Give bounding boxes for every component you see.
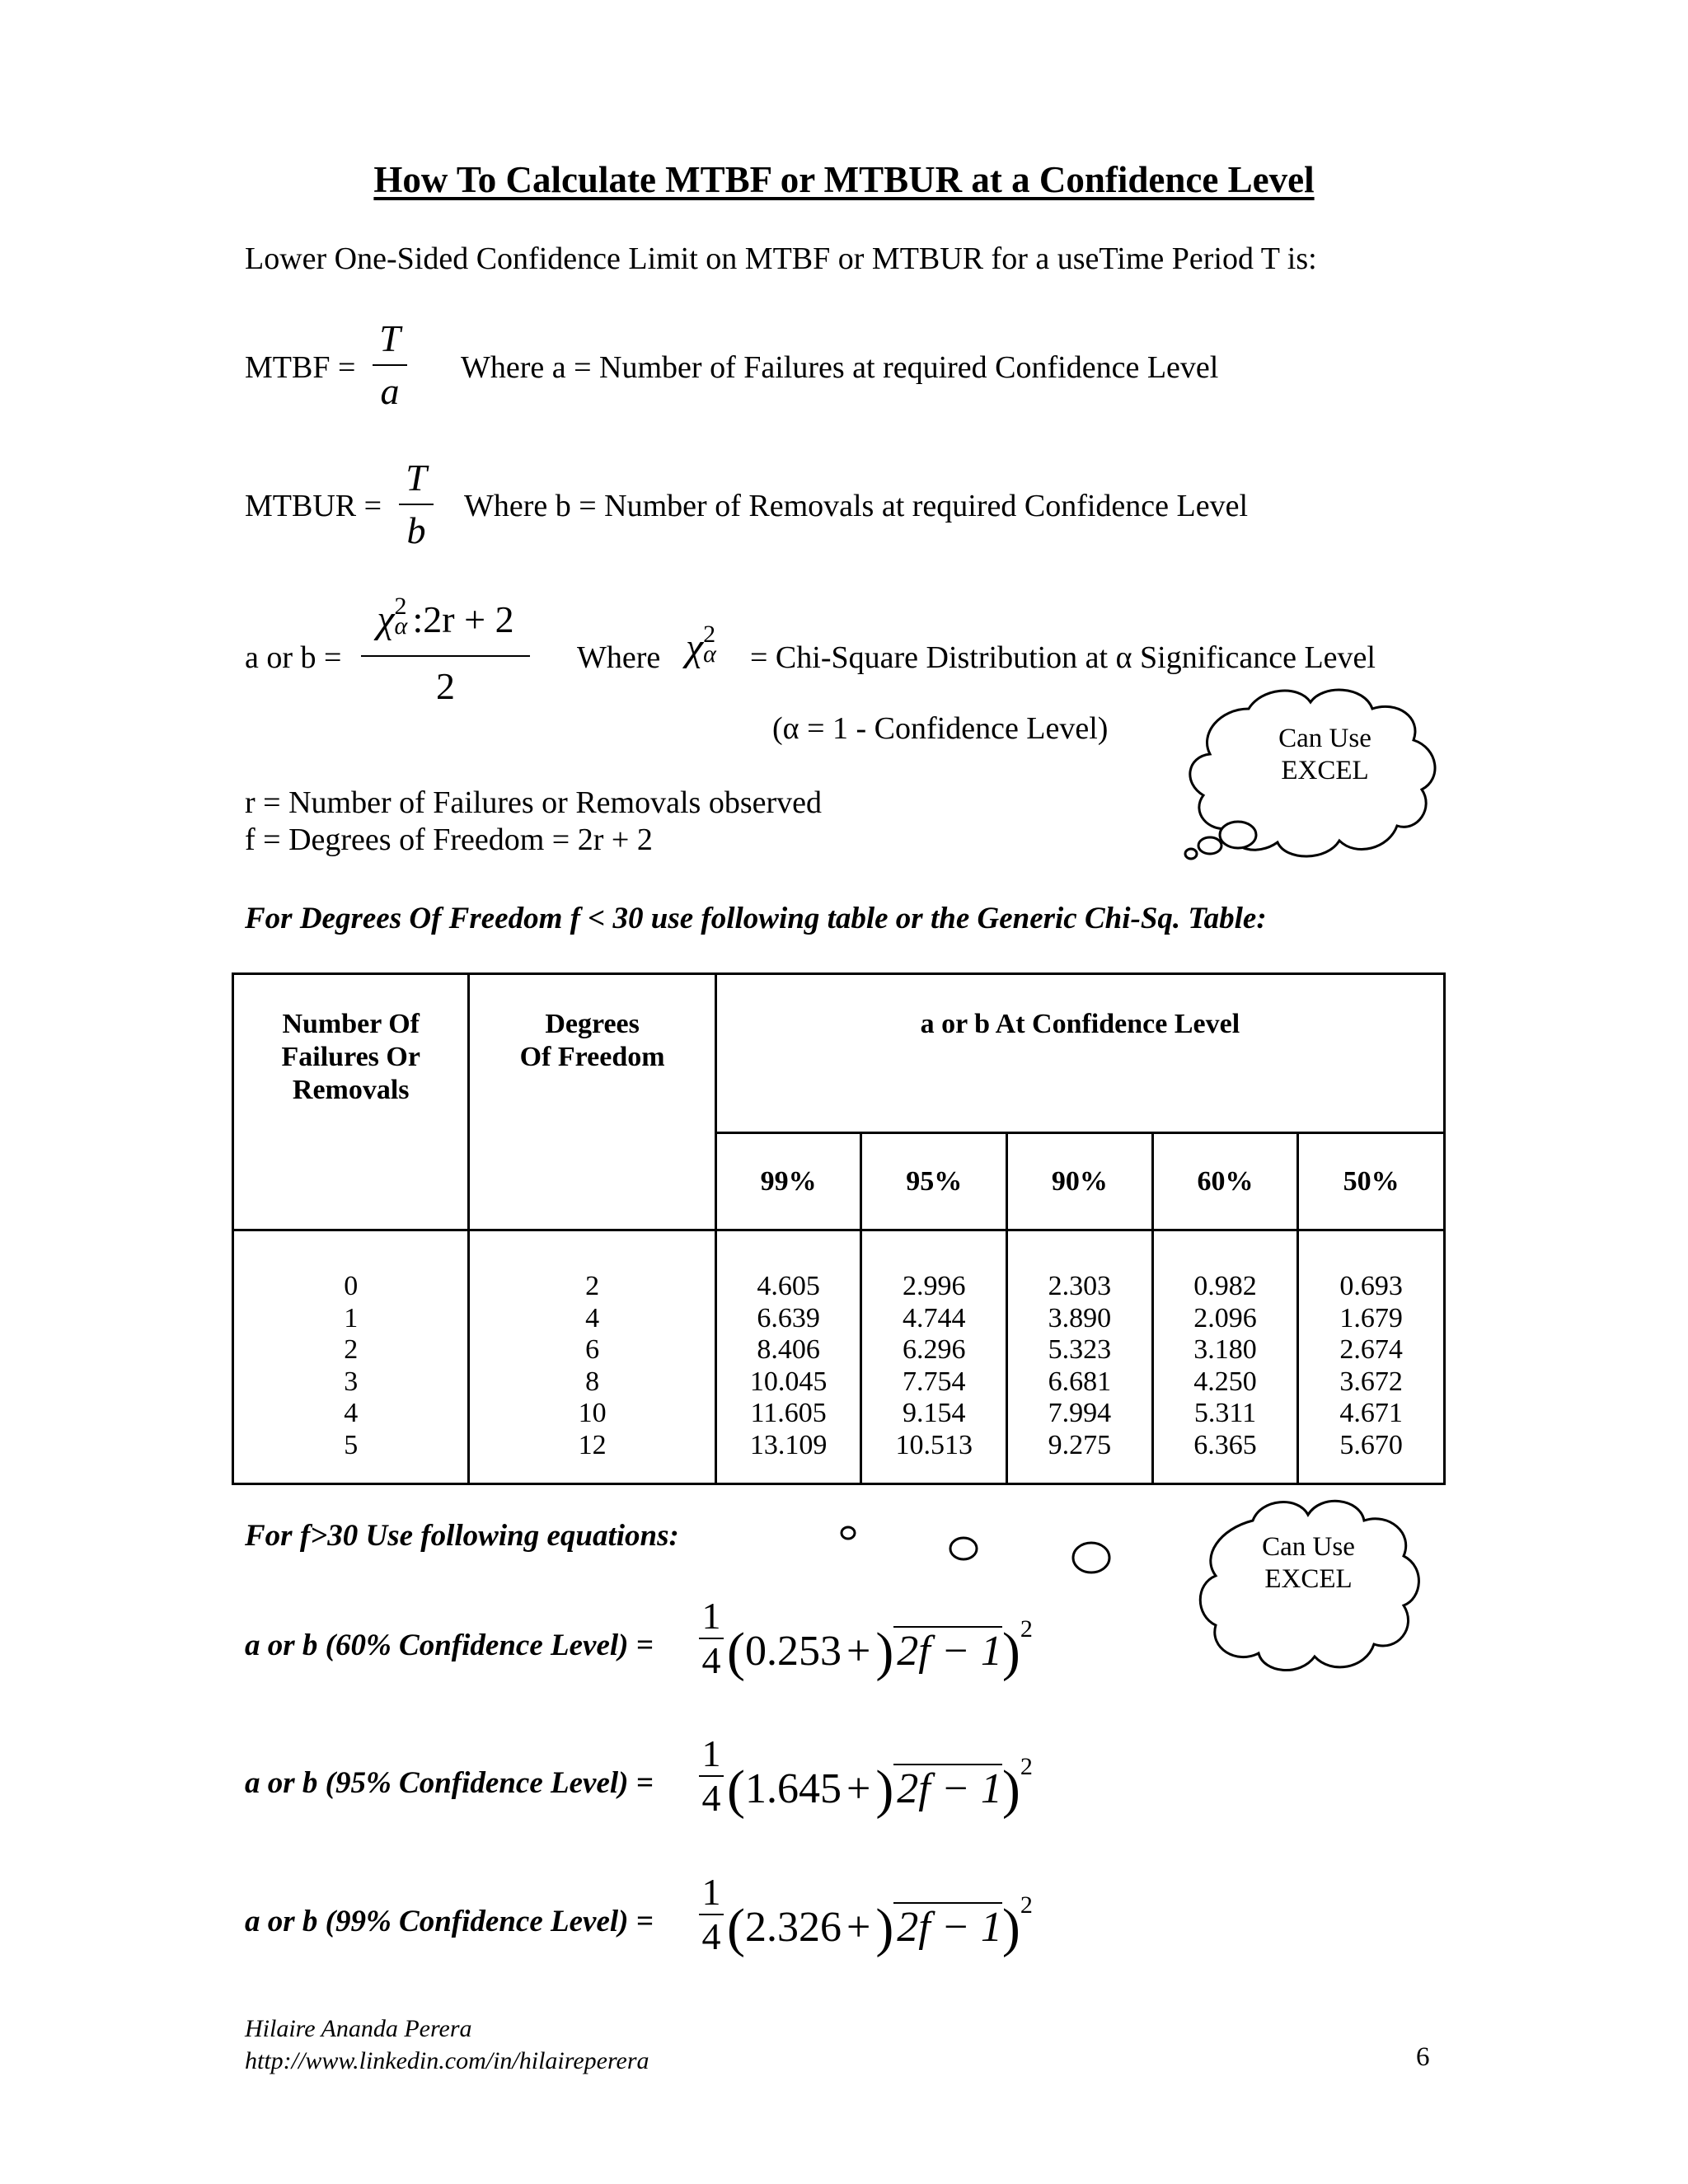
thought-bubbles-icon: [832, 1521, 1129, 1578]
table-cell: 1: [344, 1302, 359, 1333]
table-cell: 2.996: [903, 1271, 966, 1301]
header-dof: [469, 974, 715, 1230]
aorb-where-word: Where: [577, 640, 661, 675]
equation-body: [727, 1615, 1033, 1684]
table-cell: 2.096: [1193, 1302, 1257, 1333]
table-cell: 7.754: [903, 1366, 966, 1397]
table-cell: 8: [585, 1366, 600, 1397]
table-cell: 3.890: [1048, 1302, 1112, 1333]
mtbur-numerator: T: [406, 457, 427, 499]
equation-radicand: 2f − 1: [893, 1902, 1002, 1951]
intro-text: Lower One-Sided Confidence Limit on MTBF or MTBUR for a useTime Period T is:: [245, 241, 1317, 276]
table-cell: 2.674: [1339, 1334, 1403, 1365]
table-cell: 5: [344, 1429, 359, 1460]
table-cell: 11.605: [750, 1398, 827, 1428]
aorb-label: a or b =: [245, 640, 342, 675]
fraction-numerator: 1: [701, 1732, 721, 1774]
equation-coefficient: 1.645: [744, 1765, 842, 1812]
column-95: [861, 1230, 1007, 1484]
chi-symbol: χ: [686, 626, 704, 669]
header-line: Of Freedom: [519, 1042, 665, 1072]
table-cell: 6.365: [1193, 1429, 1257, 1460]
mtbur-label: MTBUR =: [245, 489, 382, 523]
table-cell: 6.681: [1048, 1366, 1112, 1397]
paren-open: (: [727, 1622, 745, 1682]
alpha-note: (α = 1 - Confidence Level): [772, 711, 1109, 746]
mtbur-denominator: b: [406, 509, 426, 551]
mtbf-fraction: [373, 316, 407, 414]
cloud-text-line: EXCEL: [1281, 756, 1369, 785]
def-f: f = Degrees of Freedom = 2r + 2: [245, 823, 653, 857]
table-cell: 4.605: [757, 1271, 820, 1301]
equation-exponent: 2: [1020, 1615, 1033, 1643]
table-cell: 7.994: [1048, 1398, 1112, 1428]
table-cell: 5.670: [1339, 1429, 1403, 1460]
equation-plus: +: [846, 1628, 871, 1675]
fraction-bar: [361, 655, 530, 657]
header-level-90: 90%: [1007, 1133, 1153, 1230]
paren-close: ): [1001, 1760, 1020, 1820]
table-cell: 2: [585, 1271, 600, 1301]
page-number: 6: [1416, 2042, 1430, 2072]
table-cell: 4.744: [903, 1302, 966, 1333]
equation-exponent: 2: [1020, 1753, 1033, 1780]
table-cell: 4.671: [1339, 1398, 1403, 1428]
fraction-numerator: 1: [701, 1871, 721, 1913]
header-line: Number Of: [282, 1009, 420, 1039]
cloud-text-top: [1236, 723, 1414, 787]
chi-superscript: 2: [394, 593, 407, 620]
header-confidence-group: a or b At Confidence Level: [715, 974, 1444, 1133]
equation-label: a or b (99% Confidence Level) =: [245, 1905, 654, 1938]
column-60: [1152, 1230, 1298, 1484]
table-cell: 9.154: [903, 1398, 966, 1428]
mtbf-denominator: a: [380, 370, 400, 412]
cloud-text-bottom: [1220, 1531, 1397, 1596]
where-chi: [686, 621, 721, 670]
chi-subscript: α: [394, 612, 408, 640]
column-90: [1007, 1230, 1153, 1484]
footer-url-link[interactable]: http://www.linkedin.com/in/hilaireperera: [245, 2047, 649, 2074]
table-cell: 6.639: [757, 1302, 820, 1333]
chi-symbol: χ: [377, 598, 395, 641]
paren-open: (: [727, 1898, 745, 1958]
table-cell: 6.296: [903, 1334, 966, 1365]
mtbur-where: Where b = Number of Removals at required Confidence Level: [464, 489, 1249, 523]
def-r: r = Number of Failures or Removals observed: [245, 785, 822, 820]
aorb-numerator-rest: :2r + 2: [412, 598, 514, 640]
table-cell: 12: [578, 1429, 607, 1460]
equation-fraction: [699, 1732, 724, 1820]
aorb-where-text: = Chi-Square Distribution at α Significance Level: [750, 640, 1376, 675]
equation-body: [727, 1753, 1033, 1821]
equation-fraction: [699, 1871, 724, 1958]
table-cell: 5.311: [1193, 1398, 1257, 1428]
equation-fraction: [699, 1595, 724, 1682]
table-cell: 2.303: [1048, 1271, 1112, 1301]
equation-coefficient: 0.253: [744, 1628, 842, 1675]
column-failures: [233, 1230, 469, 1484]
header-level-50: 50%: [1298, 1133, 1445, 1230]
column-99: [715, 1230, 861, 1484]
table-cell: 0: [344, 1271, 359, 1301]
header-line: Removals: [292, 1075, 410, 1105]
header-failures: [233, 974, 469, 1230]
radical-icon: ): [875, 1760, 894, 1820]
table-cell: 0.982: [1193, 1271, 1257, 1301]
table-cell: 10: [578, 1398, 607, 1428]
table-cell: 8.406: [757, 1334, 820, 1365]
cloud-text-line: Can Use: [1262, 1532, 1355, 1562]
header-line: Degrees: [545, 1009, 640, 1039]
table-cell: 3.672: [1339, 1366, 1403, 1397]
aorb-denominator: 2: [436, 665, 455, 707]
column-50: [1298, 1230, 1445, 1484]
footer-author: Hilaire Ananda Perera: [245, 2015, 472, 2042]
header-level-95: 95%: [861, 1133, 1007, 1230]
table-cell: 4.250: [1193, 1366, 1257, 1397]
table-cell: 13.109: [749, 1429, 828, 1460]
mtbf-where: Where a = Number of Failures at required Confidence Level: [461, 350, 1219, 385]
aorb-numerator: [361, 593, 530, 642]
table-cell: 0.693: [1339, 1271, 1403, 1301]
fraction-denominator: 4: [701, 1639, 721, 1681]
paren-close: ): [1001, 1622, 1020, 1682]
chi-square-table: [232, 972, 1446, 1485]
equation-label: a or b (95% Confidence Level) =: [245, 1766, 654, 1800]
cloud-text-line: Can Use: [1278, 724, 1372, 753]
table-cell: 10.513: [895, 1429, 973, 1460]
equation-exponent: 2: [1020, 1891, 1033, 1919]
mtbf-numerator: T: [379, 317, 401, 359]
equation-coefficient: 2.326: [744, 1904, 842, 1951]
table-cell: 4: [585, 1302, 600, 1333]
table-cell: 3: [344, 1366, 359, 1397]
fraction-numerator: 1: [701, 1595, 721, 1637]
radical-icon: ): [875, 1898, 894, 1958]
equation-radicand: 2f − 1: [893, 1764, 1002, 1812]
header-level-99: 99%: [715, 1133, 861, 1230]
fraction-denominator: 4: [701, 1915, 721, 1957]
mtbf-label: MTBF =: [245, 350, 356, 385]
cloud-text-line: EXCEL: [1264, 1564, 1353, 1594]
paren-close: ): [1001, 1898, 1020, 1958]
fraction-bar: [373, 364, 407, 366]
table-cell: 3.180: [1193, 1334, 1257, 1365]
table-cell: 4: [344, 1398, 359, 1428]
column-dof: [469, 1230, 715, 1484]
radical-icon: ): [875, 1622, 894, 1682]
equation-radicand: 2f − 1: [893, 1626, 1002, 1675]
fraction-denominator: 4: [701, 1777, 721, 1819]
header-line: Failures Or: [281, 1042, 420, 1072]
large-f-heading: For f>30 Use following equations:: [245, 1519, 679, 1553]
paren-open: (: [727, 1760, 745, 1820]
table-intro: For Degrees Of Freedom f < 30 use following table or the Generic Chi-Sq. Table:: [245, 902, 1267, 935]
table-cell: 6: [585, 1334, 600, 1365]
table-cell: 5.323: [1048, 1334, 1112, 1365]
chi-superscript: 2: [703, 621, 716, 648]
equation-body: [727, 1891, 1033, 1960]
equation-label: a or b (60% Confidence Level) =: [245, 1629, 654, 1662]
fraction-bar: [399, 504, 434, 505]
equation-plus: +: [846, 1765, 871, 1812]
table-cell: 1.679: [1339, 1302, 1403, 1333]
chi-subscript: α: [703, 640, 716, 668]
mtbur-fraction: [399, 456, 434, 553]
table-cell: 2: [344, 1334, 359, 1365]
equation-plus: +: [846, 1904, 871, 1951]
table-cell: 9.275: [1048, 1429, 1112, 1460]
header-level-60: 60%: [1152, 1133, 1298, 1230]
table-cell: 10.045: [749, 1366, 828, 1397]
page-title: How To Calculate MTBF or MTBUR at a Confidence Level: [373, 159, 1315, 200]
